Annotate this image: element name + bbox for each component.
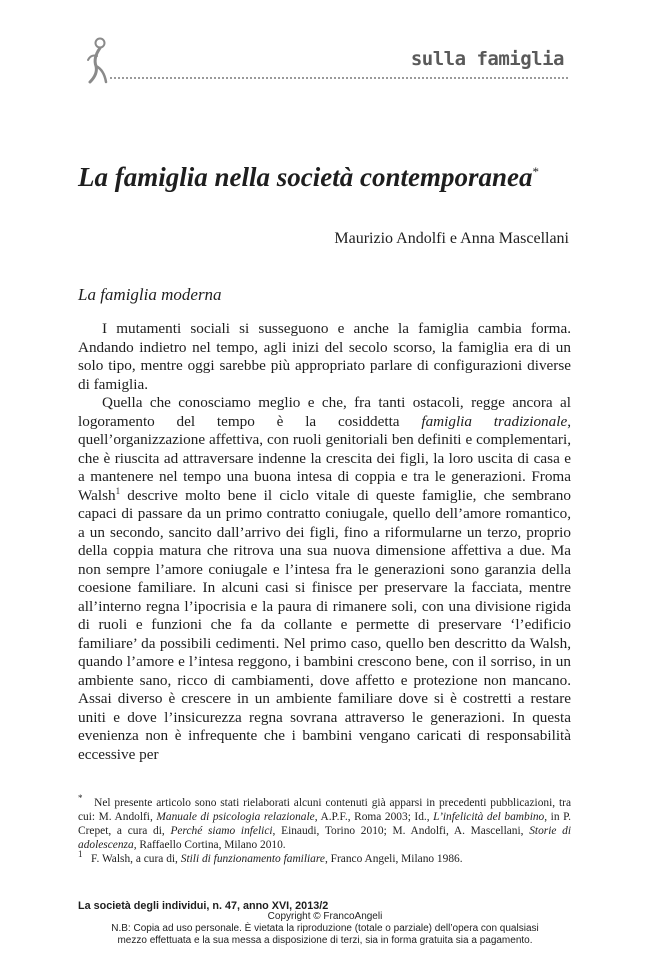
usage-notice-line-2: mezzo effettuata e la sua messa a disposizione di terzi, sia in forma gratuita sia a pagamento. bbox=[117, 935, 533, 946]
footnotes bbox=[78, 793, 572, 866]
journal-citation: La società degli individui, n. 47, anno XVI, 2013/2 bbox=[78, 900, 329, 912]
paragraph-1: I mutamenti sociali si susseguono e anche la famiglia cambia forma. Andando indietro nel tempo, agli inizi del secolo scorso, la famiglia era di un solo tipo, mentre oggi sarebbe più appropriato parlare di configurazioni diverse di famiglia. bbox=[78, 320, 571, 393]
footnote-star-title-2: L’infelicità del bambino bbox=[433, 811, 545, 823]
article-authors: Maurizio Andolfi e Anna Mascellani bbox=[334, 230, 569, 247]
paragraph-2 bbox=[78, 394, 571, 764]
footnote-star-title-3: Perché siamo infelici bbox=[170, 825, 273, 837]
footnote-star-text-g: , Einaudi, Torino 2010; M. Andolfi, A. Mascellani, bbox=[272, 825, 530, 837]
footnote-ref-1[interactable]: 1 bbox=[115, 485, 121, 496]
copyright-line: Copyright © FrancoAngeli bbox=[267, 911, 383, 922]
footnote-star-marker: * bbox=[78, 793, 83, 804]
footnote-star-text-c: , A.P.F., Roma 2003; Id., bbox=[314, 811, 434, 823]
article-title bbox=[78, 162, 539, 193]
section-label: sulla famiglia bbox=[410, 48, 564, 70]
footnote-1 bbox=[78, 849, 571, 866]
footnote-1-title: Stili di funzionamento familiare bbox=[180, 853, 325, 865]
figure-logo-icon bbox=[80, 36, 114, 86]
footnote-star-title-1: Manuale di psicologia relazionale bbox=[156, 811, 315, 823]
section-heading: La famiglia moderna bbox=[78, 285, 222, 304]
title-footnote-marker[interactable]: * bbox=[532, 164, 539, 179]
usage-notice-line-1: N.B: Copia ad uso personale. È vietata la riproduzione (totale o parziale) dell’opera con qualsiasi bbox=[111, 923, 539, 934]
footnote-1-marker: 1 bbox=[78, 849, 83, 860]
title-text: La famiglia nella società contemporanea bbox=[78, 162, 533, 192]
term-famiglia-tradizionale: famiglia tradizionale bbox=[421, 412, 568, 430]
footnote-star-text-a: Nel presente articolo sono stati rielaborati alcuni contenuti già apparsi in precedenti pubblicazioni, tra cui: M. Andolfi, bbox=[78, 797, 571, 823]
footnote-1-text-a: F. Walsh, a cura di, bbox=[91, 853, 181, 865]
footnote-1-text-c: , Franco Angeli, Milano 1986. bbox=[324, 853, 463, 865]
paragraph-2-text-c: descrive molto bene il ciclo vitale di queste famiglie, che sembrano capaci di passare da un primo contratto coniugale, quello dell’amore romantico, a un secondo, sancito dall’arrivo dei figli, fino a riformularne un terzo, proprio della coppia matura che ritrova una sua nuova dimensione affettiva a due. Ma non sempre l’amore coniugale e l’intesa fra le generazioni sono garanzia della coesione familiare. In alcuni casi si finisce per preservare la facciata, mentre all’interno regna l’ipocrisia e la paura di rimanere soli, con una divisione rigida di ruoli e funzioni che fa da collante e permette di preservare ‘l’edificio familiare’ da possibili cedimenti. Nel primo caso, quello ben descritto da Walsh, quando l’amore e l’intesa reggono, i bambini crescono bene, con il sorriso, in un ambiente sano, ricco di cambiamenti, dove affetto e protezione non mancano. Assai diverso è crescere in un ambiente familiare dove si è costretti a restare uniti e dove l’insicurezza regna sovrana attraverso le generazioni. In questa evenienza non è infrequente che i bambini vengano caricati di responsabilità eccessive per bbox=[78, 486, 571, 763]
header-rule bbox=[110, 77, 568, 79]
footnote-star bbox=[78, 793, 572, 852]
article-body bbox=[78, 320, 571, 764]
copyright-notice bbox=[0, 911, 650, 947]
paragraph-2-text-b: , quell’organizzazione affettiva, con ruoli genitoriali ben definiti e complementari, che è riuscita ad attraversare indenne la crescita dei figli, la loro uscita di casa e a mantenere nel tempo una buona intesa di coppia e tra le generazioni. Froma Walsh bbox=[78, 412, 571, 504]
footnote-star-text-e: , in P. Crepet, a cura di, bbox=[78, 811, 571, 837]
footnote-star-title-4: Storie di adolescenza bbox=[78, 825, 572, 851]
footnote-star-text-i: , Raffaello Cortina, Milano 2010. bbox=[133, 839, 286, 851]
paragraph-2-text-a: Quella che conosciamo meglio e che, fra tanti ostacoli, regge ancora al logoramento del tempo è la cosiddetta bbox=[78, 394, 571, 430]
